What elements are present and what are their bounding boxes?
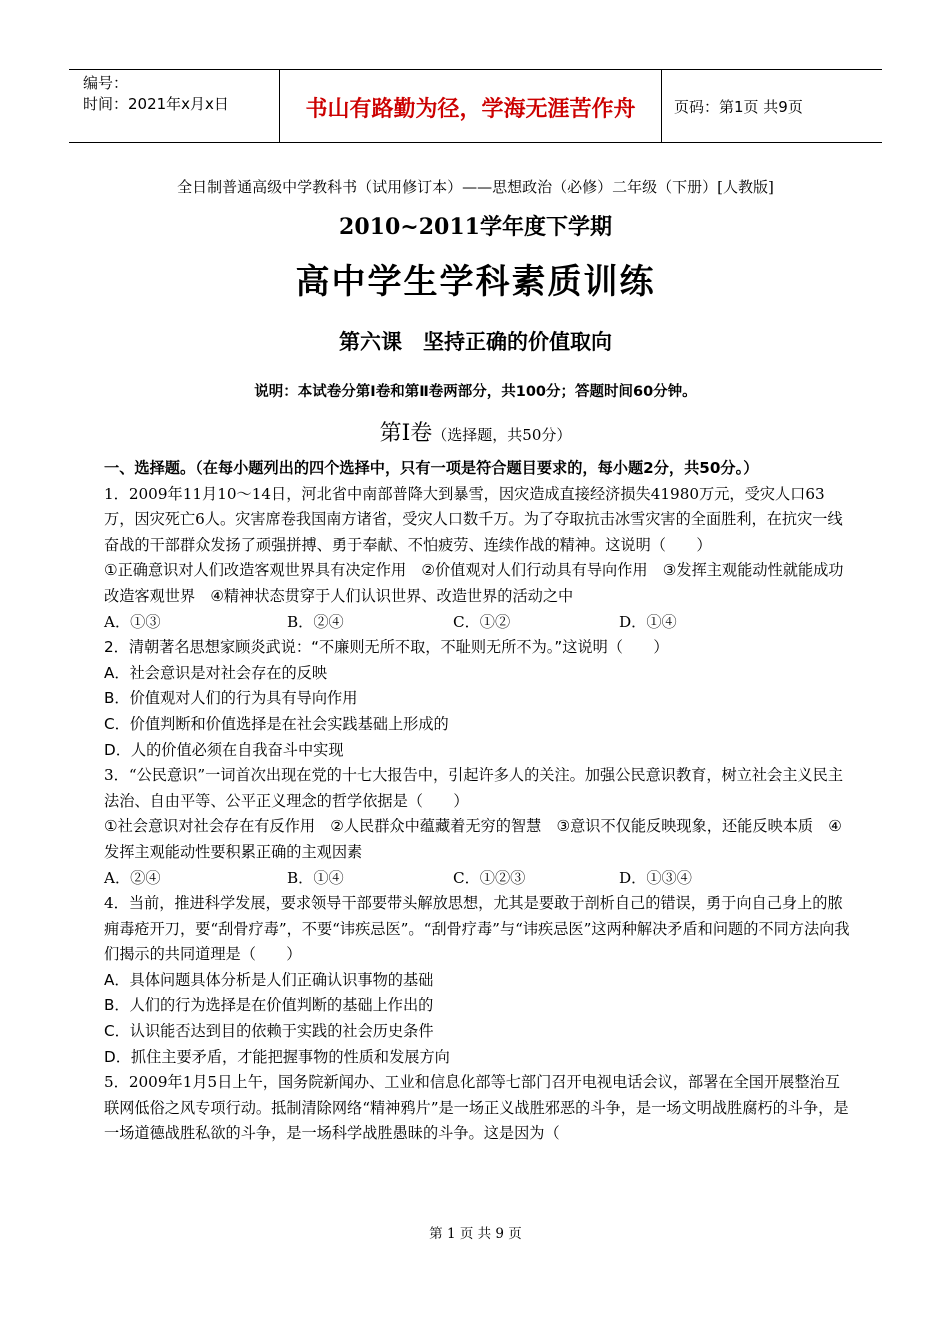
choice-c: C．①②③ xyxy=(453,868,526,887)
exam-note: 说明：本试卷分第Ⅰ卷和第Ⅱ卷两部分，共100分；答题时间60分钟。 xyxy=(254,384,697,400)
question-4-option-b: B．人们的行为选择是在价值判断的基础上作出的 xyxy=(104,996,434,1015)
choice-d: D．①③④ xyxy=(619,868,692,887)
question-2-option-c: C．价值判断和价值选择是在社会实践基础上形成的 xyxy=(104,714,449,733)
question-2-option-b: B．价值观对人们的行为具有导向作用 xyxy=(104,689,358,708)
question-4-option-c: C．认识能否达到目的依赖于实践的社会历史条件 xyxy=(104,1022,434,1041)
question-5-stem: 5．2009年1月5日上午，国务院新闻办、工业和信息化部等七部门召开电视电话会议，部署在全国开展整治互联网低俗之风专项行动。抵制清除网络“精神鸦片”是一场正义战胜邪恶的斗争，是一场文明战胜腐朽的斗争，是一场道德战胜私欲的斗争，是一场科学战胜愚昧的斗争。这是因为（ xyxy=(104,1073,849,1143)
question-body xyxy=(104,456,852,1147)
question-3-statements: ①社会意识对社会存在有反作用 ②人民群众中蕴藏着无穷的智慧 ③意识不仅能反映现象，还能反映本质 ④发挥主观能动性要积累正确的主观因素 xyxy=(104,817,842,861)
time-label: 时间：2021年x月x日 xyxy=(83,95,229,113)
volume-detail: （选择题，共50分） xyxy=(432,426,572,444)
lesson-title: 第六课 坚持正确的价值取向 xyxy=(339,330,612,354)
school-year: 2010~2011学年度下学期 xyxy=(339,214,612,240)
question-4-option-d: D．抓住主要矛盾，才能把握事物的性质和发展方向 xyxy=(104,1047,450,1066)
motto: 书山有路勤为径，学海无涯苦作舟 xyxy=(305,97,636,122)
choice-d: D．①④ xyxy=(619,612,677,631)
question-2-stem: 2．清朝著名思想家顾炎武说：“不廉则无所不取，不耻则无所不为。”这说明（ ） xyxy=(104,638,669,657)
serial-label: 编号： xyxy=(83,74,129,92)
choice-a: A．①③ xyxy=(104,612,161,631)
volume-main: 第Ⅰ卷 xyxy=(379,421,433,446)
header-info-cell xyxy=(69,70,280,142)
volume-heading xyxy=(69,416,882,447)
header-motto-cell xyxy=(280,70,662,142)
question-4-option-a: A．具体问题具体分析是人们正确认识事物的基础 xyxy=(104,970,434,989)
header-page-cell xyxy=(662,70,882,142)
page-label: 页码：第1页 共9页 xyxy=(674,98,803,116)
page-footer: 第 1 页 共 9 页 xyxy=(429,1226,522,1242)
textbook-subtitle: 全日制普通高级中学教科书（试用修订本）——思想政治（必修）二年级（下册）[人教版] xyxy=(177,178,774,196)
choice-c: C．①② xyxy=(453,612,511,631)
question-3-choices xyxy=(104,866,852,892)
header-table xyxy=(69,69,882,143)
question-4-stem: 4．当前，推进科学发展，要求领导干部要带头解放思想，尤其是要敢于剖析自己的错误，勇于向自己身上的脓痈毒疮开刀，要“刮骨疗毒”，不要“讳疾忌医”。“刮骨疗毒”与“讳疾忌医”这两种解决矛盾和问题的不同方法向我们揭示的共同道理是（ ） xyxy=(104,894,850,964)
choice-a: A．②④ xyxy=(104,868,161,887)
question-2-option-d: D．人的价值必须在自我奋斗中实现 xyxy=(104,740,344,759)
main-title: 高中学生学科素质训练 xyxy=(295,262,656,302)
question-1-choices xyxy=(104,610,852,636)
question-2-option-a: A．社会意识是对社会存在的反映 xyxy=(104,663,328,682)
question-3-stem: 3．“公民意识”一词首次出现在党的十七大报告中，引起许多人的关注。加强公民意识教育，树立社会主义民主法治、自由平等、公平正义理念的哲学依据是（ ） xyxy=(104,766,844,810)
section-heading: 一、选择题。（在每小题列出的四个选择中，只有一项是符合题目要求的，每小题2分，共50分。） xyxy=(104,459,759,477)
choice-b: B．②④ xyxy=(287,612,344,631)
question-1-statements: ①正确意识对人们改造客观世界具有决定作用 ②价值观对人们行动具有导向作用 ③发挥主观能动性就能成功改造客观世界 ④精神状态贯穿于人们认识世界、改造世界的活动之中 xyxy=(104,561,844,605)
choice-b: B．①④ xyxy=(287,868,344,887)
question-1-stem: 1．2009年11月10～14日，河北省中南部普降大到暴雪，因灾造成直接经济损失41980万元，受灾人口63万，因灾死亡6人。灾害席卷我国南方诸省，受灾人口数千万。为了夺取抗击冰雪灾害的全面胜利，在抗灾一线奋战的干部群众发扬了顽强拼搏、勇于奉献、不怕疲劳、连续作战的精神。这说明（ ） xyxy=(104,484,843,554)
